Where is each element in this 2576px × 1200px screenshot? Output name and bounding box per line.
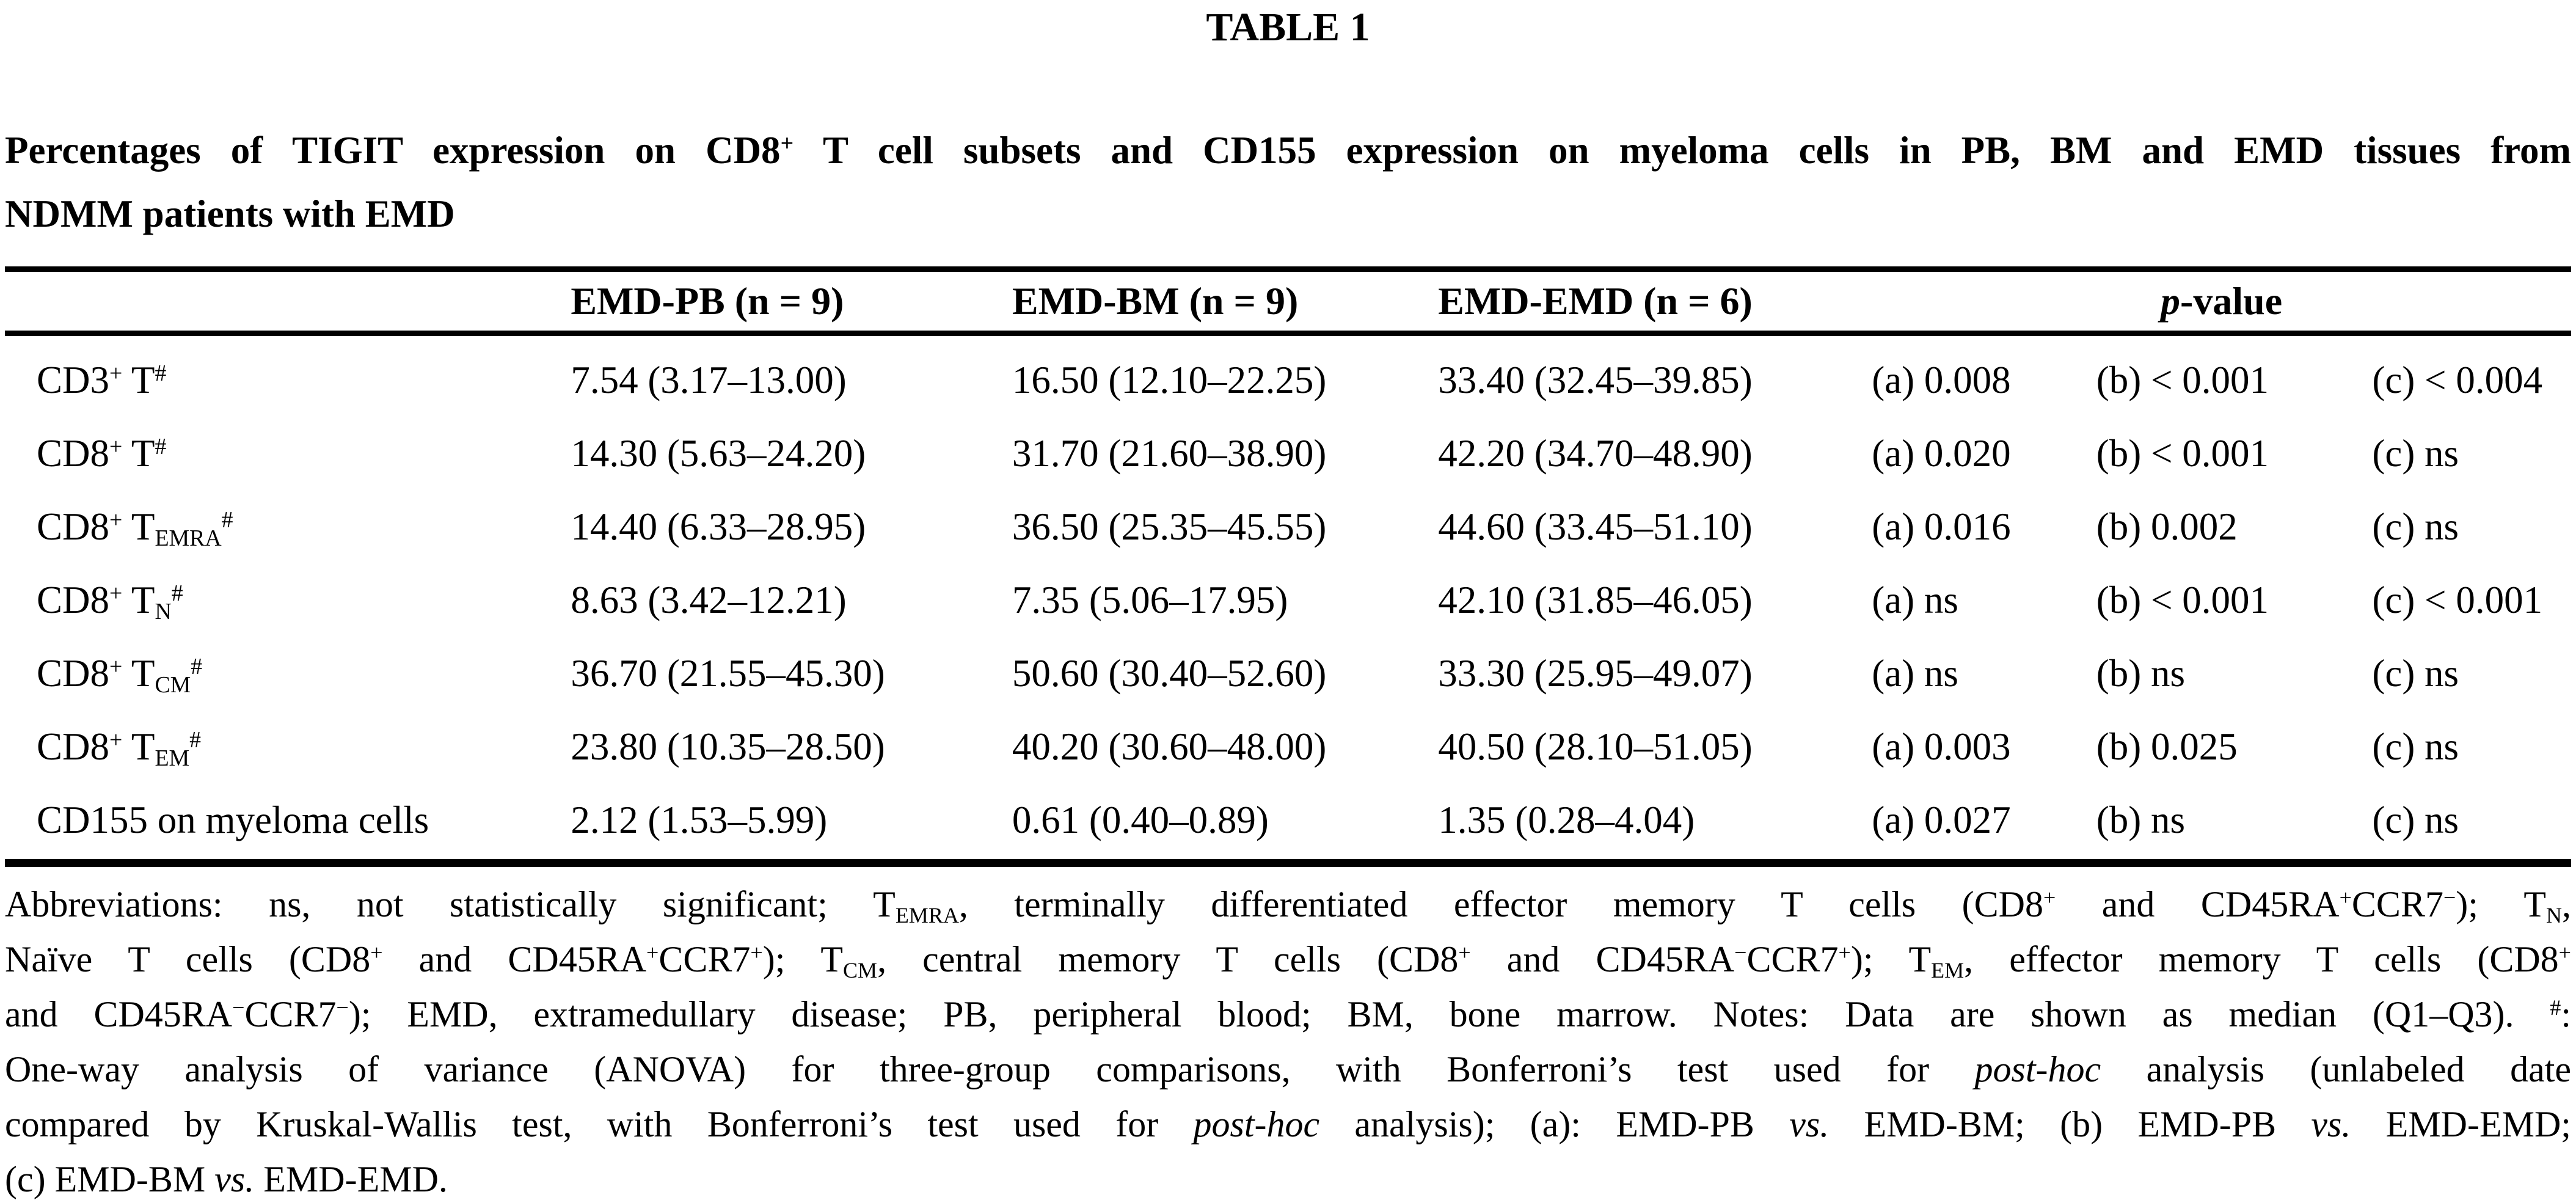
cell-emd-bm: 36.50 (25.35–45.55): [1012, 505, 1327, 548]
cell-emd-bm: 31.70 (21.60–38.90): [1012, 431, 1327, 475]
cell-emd-emd: 33.40 (32.45–39.85): [1438, 358, 1753, 401]
footnote-line-1: Abbreviations: ns, not statistically significant; TEMRA, terminally differentiated effector memory T cells (CD8+ and CD45RA+CCR7−); TN,: [5, 884, 2571, 928]
header-p-value: p-value: [2161, 279, 2283, 323]
cell-p-b: (b) 0.002: [2096, 505, 2238, 548]
table-caption-line-1: Percentages of TIGIT expression on CD8+ T cell subsets and CD155 expression on myeloma cells in PB, BM and EMD tissues from: [5, 129, 2571, 172]
table-row-cd8-tem: [5, 710, 2571, 783]
footnote-line-6: (c) EMD-BM vs. EMD-EMD.: [5, 1159, 448, 1199]
cell-p-a: (a) ns: [1872, 651, 1958, 695]
cell-emd-emd: 1.35 (0.28–4.04): [1438, 798, 1695, 841]
cell-p-a: (a) 0.027: [1872, 798, 2011, 841]
cell-emd-bm: 40.20 (30.60–48.00): [1012, 725, 1327, 768]
cell-emd-bm: 7.35 (5.06–17.95): [1012, 578, 1288, 621]
cell-emd-emd: 40.50 (28.10–51.05): [1438, 725, 1753, 768]
cell-emd-emd: 33.30 (25.95–49.07): [1438, 651, 1753, 695]
row-label: CD3+ T#: [37, 358, 167, 401]
cell-p-a: (a) ns: [1872, 578, 1958, 621]
data-table: [5, 266, 2571, 867]
cell-emd-bm: 16.50 (12.10–22.25): [1012, 358, 1327, 401]
footnote-line-2: Naïve T cells (CD8+ and CD45RA+CCR7+); TCM, central memory T cells (CD8+ and CD45RA−CCR7+); TEM, effector memory T cells (CD8+: [5, 939, 2571, 983]
cell-p-c: (c) < 0.001: [2372, 578, 2543, 621]
table-row-cd8-tcm: [5, 637, 2571, 710]
cell-emd-pb: 8.63 (3.42–12.21): [571, 578, 847, 621]
footnote-line-4: One-way analysis of variance (ANOVA) for three-group comparisons, with Bonferroni’s test used for post-hoc analysis (unlabeled date: [5, 1049, 2571, 1089]
table-row-cd155: [5, 783, 2571, 857]
cell-p-c: (c) < 0.004: [2372, 358, 2543, 401]
table-row-cd8-tn: [5, 563, 2571, 637]
cell-emd-pb: 14.40 (6.33–28.95): [571, 505, 866, 548]
row-label: CD155 on myeloma cells: [37, 798, 429, 841]
table-row-cd8-t: [5, 417, 2571, 490]
cell-p-a: (a) 0.008: [1872, 358, 2011, 401]
footnote-line-5: compared by Kruskal-Wallis test, with Bonferroni’s test used for post-hoc analysis); (a): EMD-PB vs. EMD-BM; (b) EMD-PB vs. EMD-EMD;: [5, 1104, 2571, 1144]
cell-p-b: (b) ns: [2096, 651, 2186, 695]
cell-emd-pb: 2.12 (1.53–5.99): [571, 798, 828, 841]
cell-p-a: (a) 0.016: [1872, 505, 2011, 548]
cell-p-b: (b) < 0.001: [2096, 431, 2269, 475]
header-emd-bm: EMD-BM (n = 9): [1012, 279, 1299, 323]
cell-p-b: (b) < 0.001: [2096, 578, 2269, 621]
cell-emd-pb: 23.80 (10.35–28.50): [571, 725, 885, 768]
cell-p-b: (b) < 0.001: [2096, 358, 2269, 401]
table-number-label: TABLE 1: [1206, 5, 1370, 49]
cell-p-b: (b) ns: [2096, 798, 2186, 841]
row-label: CD8+ TEMRA#: [37, 505, 233, 552]
table-caption-line-2: NDMM patients with EMD: [5, 192, 455, 235]
cell-p-c: (c) ns: [2372, 505, 2459, 548]
cell-emd-emd: 42.10 (31.85–46.05): [1438, 578, 1753, 621]
cell-p-a: (a) 0.020: [1872, 431, 2011, 475]
cell-emd-pb: 7.54 (3.17–13.00): [571, 358, 847, 401]
cell-p-a: (a) 0.003: [1872, 725, 2011, 768]
row-label: CD8+ TN#: [37, 578, 183, 625]
cell-emd-pb: 36.70 (21.55–45.30): [571, 651, 885, 695]
table-footnotes: [5, 877, 2571, 1200]
row-label: CD8+ T#: [37, 431, 167, 475]
cell-p-c: (c) ns: [2372, 651, 2459, 695]
footnote-line-3: and CD45RA−CCR7−); EMD, extramedullary disease; PB, peripheral blood; BM, bone marrow. Notes: Data are shown as median (Q1–Q3). #:: [5, 994, 2571, 1034]
table-caption: [5, 119, 2571, 246]
table-body: [5, 336, 2571, 859]
cell-emd-pb: 14.30 (5.63–24.20): [571, 431, 866, 475]
cell-p-b: (b) 0.025: [2096, 725, 2238, 768]
cell-emd-emd: 44.60 (33.45–51.10): [1438, 505, 1753, 548]
header-emd-pb: EMD-PB (n = 9): [571, 279, 844, 323]
header-emd-emd: EMD-EMD (n = 6): [1438, 279, 1753, 323]
row-label: CD8+ TEM#: [37, 725, 202, 772]
table-row-cd8-temra: [5, 490, 2571, 563]
row-label: CD8+ TCM#: [37, 651, 203, 698]
cell-emd-bm: 0.61 (0.40–0.89): [1012, 798, 1269, 841]
table-row-cd3-t: [5, 343, 2571, 417]
cell-p-c: (c) ns: [2372, 725, 2459, 768]
cell-p-c: (c) ns: [2372, 431, 2459, 475]
cell-emd-emd: 42.20 (34.70–48.90): [1438, 431, 1753, 475]
cell-p-c: (c) ns: [2372, 798, 2459, 841]
cell-emd-bm: 50.60 (30.40–52.60): [1012, 651, 1327, 695]
table-header-row: [5, 272, 2571, 336]
